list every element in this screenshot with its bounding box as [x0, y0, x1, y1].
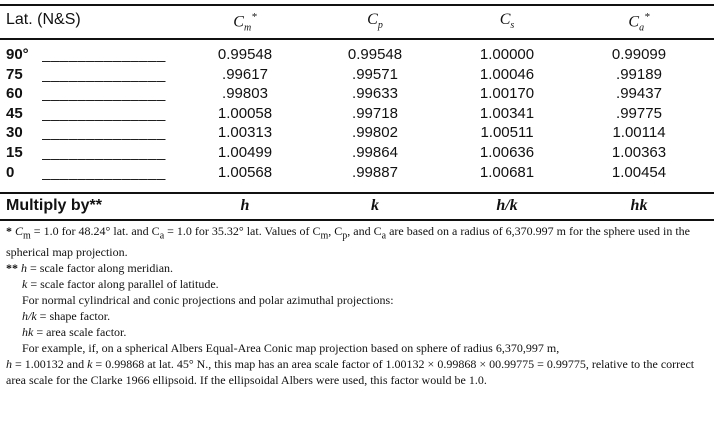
value-cell: .99718: [352, 104, 398, 122]
table-row: [0, 85, 714, 103]
header-latitude: Lat. (N&S): [6, 11, 81, 28]
multiply-h-over-k: h/k: [496, 197, 518, 214]
table-row: [0, 66, 714, 84]
leader-dots: ______________: [42, 163, 166, 181]
value-cell: 1.00499: [217, 144, 273, 161]
footnote-1: * $C_m = 1.0$ for 48.24° lat. and $C_a = 1.0$ for 35.32° lat. Values of $C_m$, $C_p$, and $C_a$ are based on a radius of 6,370.997 m for the sphere used in the spherical map projection.: [6, 224, 690, 260]
value-cell: .99864: [352, 144, 398, 161]
table-row: [0, 164, 714, 182]
header-cs-sub: s: [510, 20, 515, 32]
multiply-hk: hk: [630, 197, 648, 214]
table-row: [0, 46, 714, 64]
latitude-cell: 0: [6, 163, 15, 181]
table-row: [0, 144, 714, 162]
header-ca: [584, 11, 694, 34]
value-cell: .99633: [352, 85, 398, 103]
latitude-cell: 60: [6, 85, 23, 103]
latitude-cell: 75: [6, 65, 23, 83]
header-cm: [190, 11, 300, 34]
header-ca-sub: a: [639, 22, 645, 34]
value-cell: 1.00681: [479, 163, 535, 181]
multiply-h: h: [240, 197, 250, 214]
header-cp: [320, 11, 430, 31]
value-cell: 1.00511: [480, 124, 534, 142]
value-cell: .99802: [352, 124, 398, 142]
header-cp-sub: p: [377, 20, 383, 32]
value-cell: 1.00363: [611, 144, 667, 161]
value-cell: .99617: [222, 65, 268, 83]
latitude-cell: 15: [6, 144, 23, 161]
leader-dots: ______________: [42, 85, 166, 103]
table-row: [0, 105, 714, 123]
footnote-5: h/k = shape factor.: [22, 309, 111, 324]
header-cs-main: C: [499, 11, 511, 28]
value-cell: .99775: [616, 104, 662, 122]
top-rule: [0, 4, 714, 6]
value-cell: 1.00058: [217, 104, 273, 122]
leader-dots: ______________: [42, 124, 166, 142]
value-cell: 1.00454: [611, 163, 667, 181]
value-cell: 0.99548: [217, 46, 273, 63]
footnote-2: ** h = scale factor along meridian.: [6, 261, 174, 276]
header-cm-main: C: [233, 13, 244, 31]
bottom-rule: [0, 219, 714, 221]
multiply-k: k: [371, 197, 379, 214]
footnote-6: hk = area scale factor.: [22, 325, 127, 340]
footnotes: [6, 223, 710, 388]
value-cell: 0.99548: [347, 46, 403, 63]
footnote-4: For normal cylindrical and conic projections and polar azimuthal projections:: [22, 293, 394, 308]
header-cs: [452, 11, 562, 31]
value-cell: 1.00114: [612, 124, 666, 142]
value-cell: 1.00636: [479, 144, 535, 161]
table-row: [0, 124, 714, 142]
header-cm-sub: m: [243, 22, 252, 34]
header-ca-sup: *: [644, 11, 650, 23]
footnote-3: k = scale factor along parallel of latitude.: [22, 277, 219, 292]
footnote-7: For example, if, on a spherical Albers Equal-Area Conic map projection based on sphere of radius 6,370,997 m,: [22, 341, 560, 356]
value-cell: .99189: [616, 65, 662, 83]
multiply-rule: [0, 192, 714, 194]
value-cell: 0.99099: [611, 46, 667, 63]
value-cell: .99437: [616, 85, 662, 103]
value-cell: 1.00046: [479, 65, 535, 83]
leader-dots: ______________: [42, 104, 166, 122]
latitude-cell: 45: [6, 104, 23, 122]
value-cell: 1.00000: [479, 46, 535, 63]
value-cell: .99571: [352, 65, 398, 83]
leader-dots: ______________: [42, 46, 166, 63]
value-cell: 1.00341: [479, 104, 535, 122]
value-cell: .99803: [222, 85, 268, 103]
header-ca-main: C: [628, 13, 640, 31]
footnote-8: h = 1.00132 and k = 0.99868 at lat. 45° N., this map has an area scale factor of 1.00132 × 0.99868 × 00.99775 = 0.99775, relative to the correct area scale for the Clarke 1966 ellipsoid. If the ellipsoidal Albers were used, this factor would be 1.0.: [6, 357, 695, 388]
value-cell: .99887: [352, 163, 398, 181]
multiply-label: Multiply by**: [6, 197, 103, 214]
header-cp-main: C: [367, 11, 378, 28]
value-cell: 1.00568: [217, 163, 273, 181]
header-rule: [0, 38, 714, 40]
latitude-cell: 90°: [6, 46, 29, 63]
value-cell: 1.00313: [217, 124, 273, 142]
leader-dots: ______________: [42, 144, 166, 161]
value-cell: 1.00170: [479, 85, 535, 103]
header-cm-sup: *: [251, 11, 257, 23]
latitude-cell: 30: [6, 124, 23, 142]
leader-dots: ______________: [42, 65, 166, 83]
